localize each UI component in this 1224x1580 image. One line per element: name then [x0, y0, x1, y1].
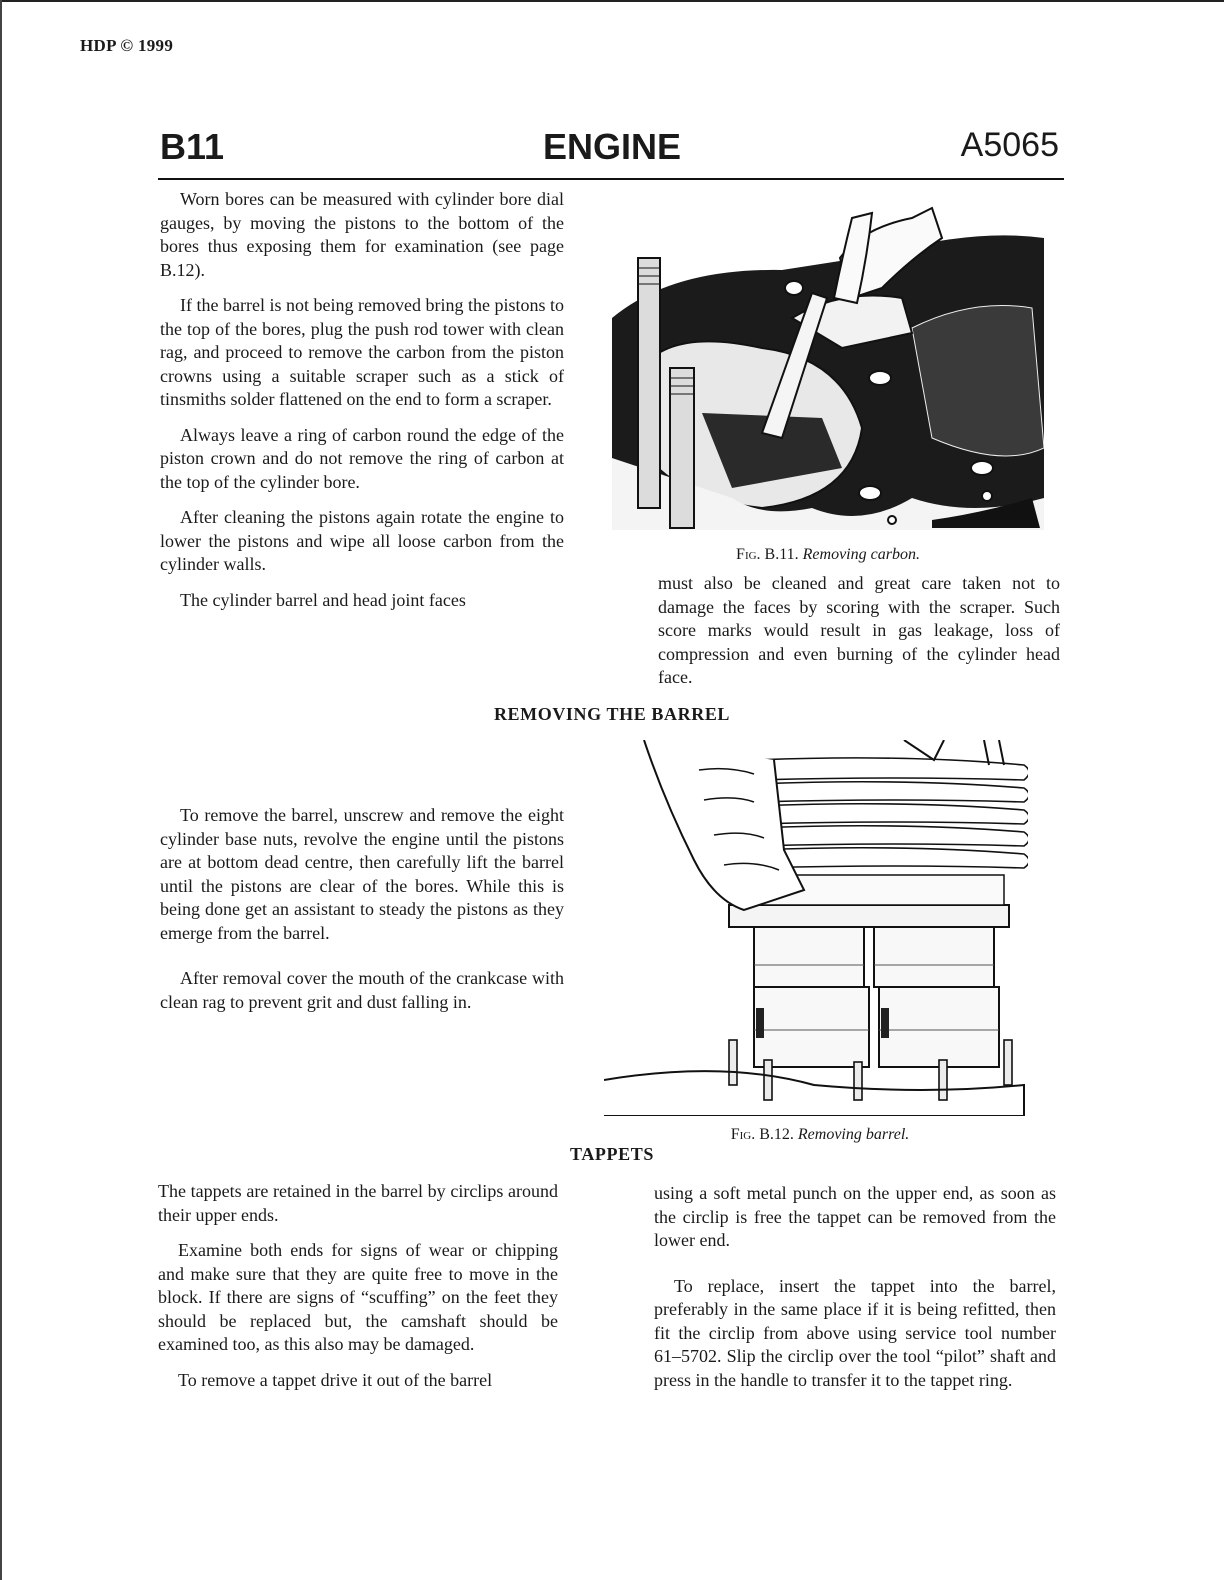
figure-removing-barrel — [604, 740, 1028, 1116]
figure-caption — [612, 546, 1044, 564]
intro-left-column — [160, 188, 564, 624]
scan-left-edge — [0, 0, 2, 1580]
paragraph: The cylinder barrel and head joint faces — [180, 589, 466, 610]
paragraph: must also be cleaned and great care taken not to damage the faces by scoring with the scraper. Such score marks would result in gas leakage, loss of compression and even burning of the cylinder head face. — [658, 573, 1060, 687]
figure-number: Fig. B.12. — [730, 1126, 794, 1143]
tappets-left-column — [158, 1180, 558, 1404]
section-heading-tappets: TAPPETS — [570, 1144, 654, 1164]
copyright-notice: HDP © 1999 — [80, 36, 174, 55]
paragraph: After cleaning the pistons again rotate the engine to lower the pistons and wipe all loose carbon from the cylinder walls. — [160, 507, 564, 574]
removing-barrel-text — [160, 804, 564, 1026]
page-title: ENGINE — [542, 126, 682, 167]
paragraph: using a soft metal punch on the upper end, as soon as the circlip is free the tappet can be removed from the lower end. — [654, 1183, 1056, 1250]
section-heading-removing-barrel: REMOVING THE BARREL — [493, 704, 731, 724]
paragraph: The tappets are retained in the barrel by circlips around their upper ends. — [158, 1181, 558, 1225]
removing-carbon-illustration — [612, 198, 1044, 530]
paragraph: Examine both ends for signs of wear or chipping and make sure that they are quite free to move in the block. If there are signs of “scuffing” on the feet they should be replaced but, the camshaft should be examined too, as this also may be damaged. — [158, 1240, 558, 1354]
figure-caption — [600, 1126, 1040, 1144]
paragraph: Worn bores can be measured with cylinder bore dial gauges, by moving the pistons to the bottom of the bores thus exposing them for examination (see page B.12). — [160, 189, 564, 280]
figure-number: Fig. B.11. — [736, 546, 799, 563]
figure-title: Removing barrel. — [797, 1126, 910, 1143]
tappets-right-column — [654, 1182, 1056, 1404]
header-rule — [158, 178, 1064, 180]
document-code: A5065 — [960, 126, 1059, 164]
removing-barrel-illustration — [604, 740, 1028, 1116]
paragraph: Always leave a ring of carbon round the edge of the piston crown and do not remove the ring of carbon at the top of the cylinder bore. — [160, 424, 564, 492]
paragraph: To replace, insert the tappet into the barrel, preferably in the same place if it is being refitted, then fit the circlip from above using service tool number 61–5702. Slip the circlip over the tool “pilot” shaft and press in the handle to transfer it to the tappet ring. — [654, 1275, 1056, 1390]
paragraph: To remove a tappet drive it out of the barrel — [178, 1369, 493, 1390]
figure-title: Removing carbon. — [802, 546, 920, 563]
section-number: B11 — [160, 126, 225, 167]
scan-top-edge — [0, 0, 1224, 2]
figure-removing-carbon — [612, 198, 1044, 530]
intro-right-column — [658, 572, 1060, 702]
paragraph: If the barrel is not being removed bring the pistons to the top of the bores, plug the push rod tower with clean rag, and proceed to remove the carbon from the piston crowns using a suitable scraper such as a stick of tinsmiths solder flattened on the end to form a scraper. — [160, 295, 564, 409]
paragraph: After removal cover the mouth of the crankcase with clean rag to prevent grit and dust falling in. — [160, 968, 564, 1012]
paragraph: To remove the barrel, unscrew and remove the eight cylinder base nuts, revolve the engine until the pistons are at bottom dead centre, then carefully lift the barrel until the pistons are clear of the bores. While this is being done get an assistant to steady the pistons as they emerge from the barrel. — [160, 805, 564, 943]
